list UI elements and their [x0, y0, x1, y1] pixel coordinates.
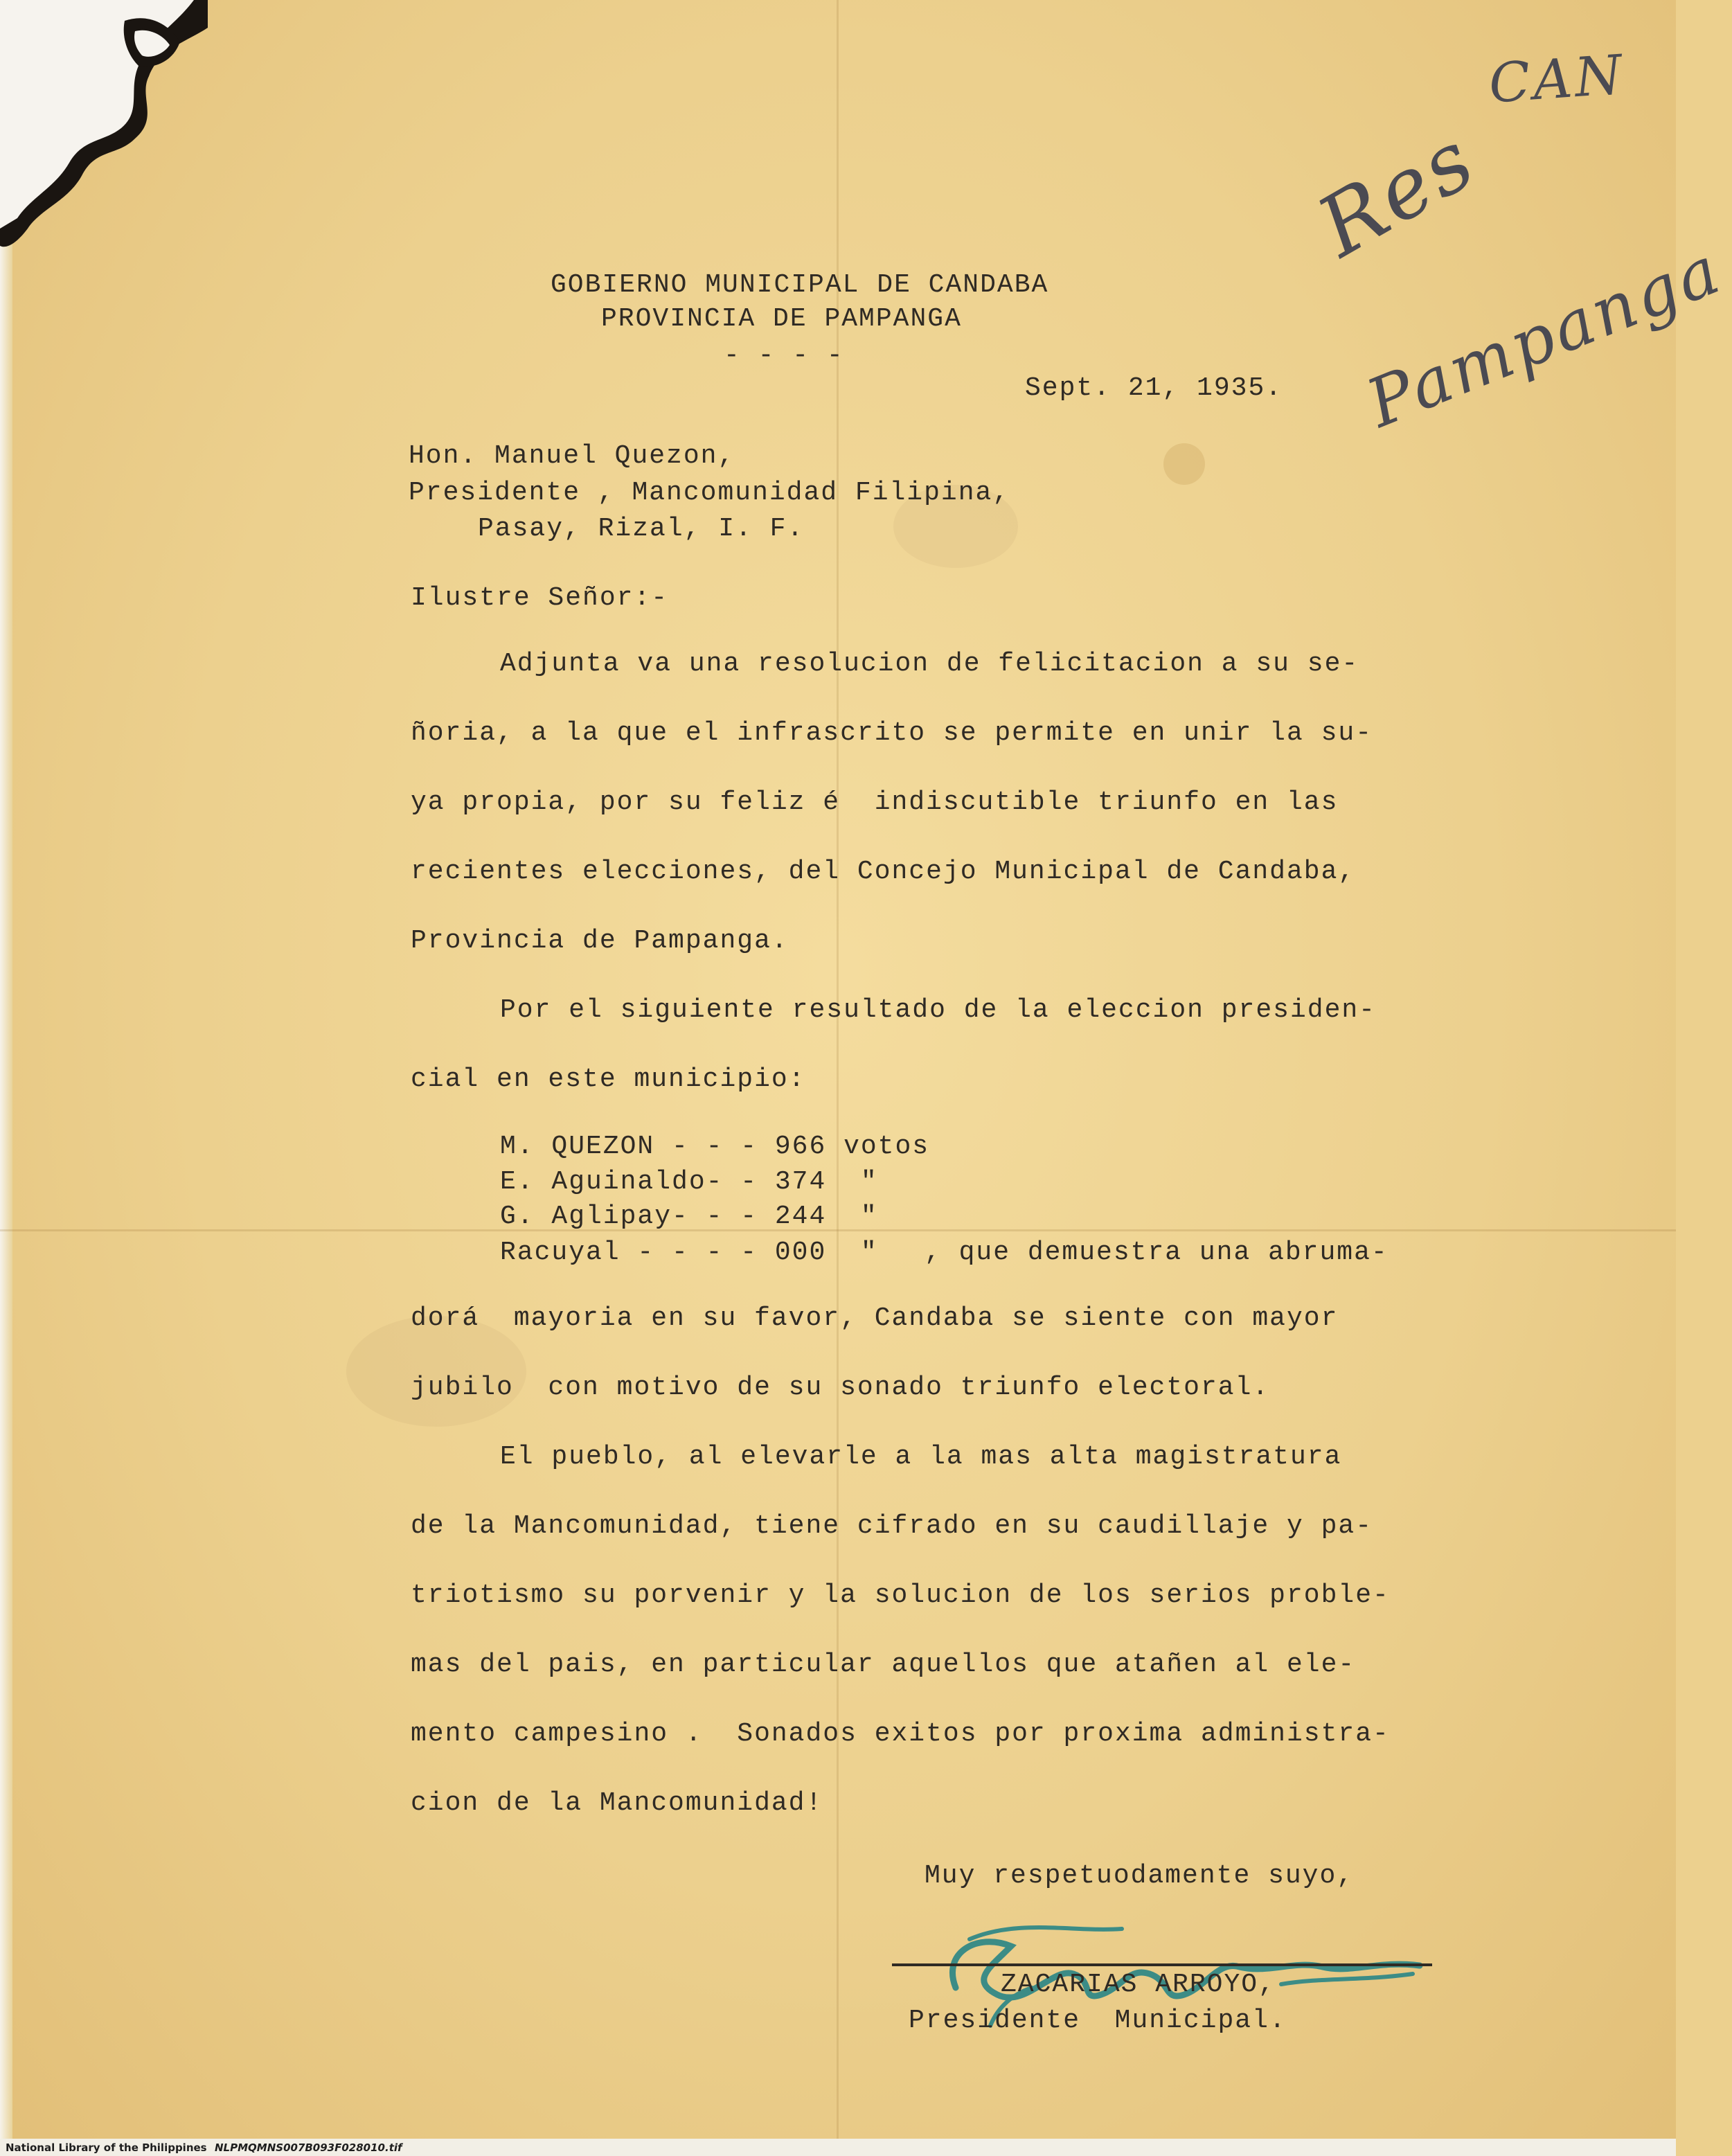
letterhead-line-2: PROVINCIA DE PAMPANGA: [601, 304, 962, 334]
letterhead-rule: - - - -: [724, 341, 844, 371]
salutation: Ilustre Señor:-: [411, 583, 669, 613]
recipient-line-1: Hon. Manuel Quezon,: [409, 441, 735, 471]
paragraph-2-continued: dorá mayoria en su favor, Candaba se siente con mayor: [411, 1303, 1339, 1333]
result-row: G. Aglipay- - - 244 ": [500, 1202, 878, 1231]
footer-library-name: National Library of the Philippines: [6, 2141, 207, 2154]
handwritten-note-pampanga: Pampanga: [1356, 230, 1732, 443]
footer-file-id: NLPMQMNS007B093F028010.tif: [215, 2141, 402, 2154]
handwritten-note-can: CAN: [1487, 44, 1627, 116]
paragraph-2-line: cial en este municipio:: [411, 1064, 806, 1094]
signature-line: [892, 1963, 1432, 1966]
paragraph-3-line: cion de la Mancomunidad!: [411, 1788, 823, 1818]
paragraph-3-line: triotismo su porvenir y la solucion de los serios proble-: [411, 1580, 1390, 1610]
paragraph-3-line: El pueblo, al elevarle a la mas alta magistratura: [500, 1442, 1342, 1472]
recipient-line-2: Presidente , Mancomunidad Filipina,: [409, 478, 1010, 508]
paragraph-1-line: Provincia de Pampanga.: [411, 926, 789, 956]
signer-title: Presidente Municipal.: [909, 2006, 1287, 2035]
result-row: Racuyal - - - - 000 ": [500, 1238, 878, 1267]
burn-damage-icon: [0, 0, 208, 249]
scan-footer: [0, 2139, 1676, 2156]
paper-stain: [1163, 443, 1205, 485]
paragraph-2-line: Por el siguiente resultado de la eleccion presiden-: [500, 995, 1376, 1025]
closing: Muy respetuodamente suyo,: [925, 1861, 1355, 1891]
recipient-line-3: Pasay, Rizal, I. F.: [478, 514, 805, 544]
handwritten-note-res: Res: [1302, 111, 1492, 276]
paragraph-1-line: recientes elecciones, del Concejo Municipal de Candaba,: [411, 857, 1356, 887]
paragraph-1-line: Adjunta va una resolucion de felicitacion a su se-: [500, 649, 1359, 679]
results-tail: , que demuestra una abruma-: [925, 1238, 1389, 1267]
letterhead-line-1: GOBIERNO MUNICIPAL DE CANDABA: [551, 270, 1049, 300]
result-row: E. Aguinaldo- - 374 ": [500, 1167, 878, 1197]
signer-name: ZACARIAS ARROYO,: [1001, 1970, 1276, 1999]
paragraph-2-continued: jubilo con motivo de su sonado triunfo electoral.: [411, 1373, 1270, 1402]
paragraph-1-line: ya propia, por su feliz é indiscutible triunfo en las: [411, 787, 1339, 817]
result-row: M. QUEZON - - - 966 votos: [500, 1132, 930, 1161]
letter-date: Sept. 21, 1935.: [1025, 373, 1283, 403]
paragraph-3-line: mento campesino . Sonados exitos por proxima administra-: [411, 1719, 1390, 1749]
paragraph-1-line: ñoria, a la que el infrascrito se permite en unir la su-: [411, 718, 1373, 748]
paragraph-3-line: mas del pais, en particular aquellos que atañen al ele-: [411, 1650, 1356, 1680]
page-edge: [0, 0, 12, 2156]
paragraph-3-line: de la Mancomunidad, tiene cifrado en su caudillaje y pa-: [411, 1511, 1373, 1541]
